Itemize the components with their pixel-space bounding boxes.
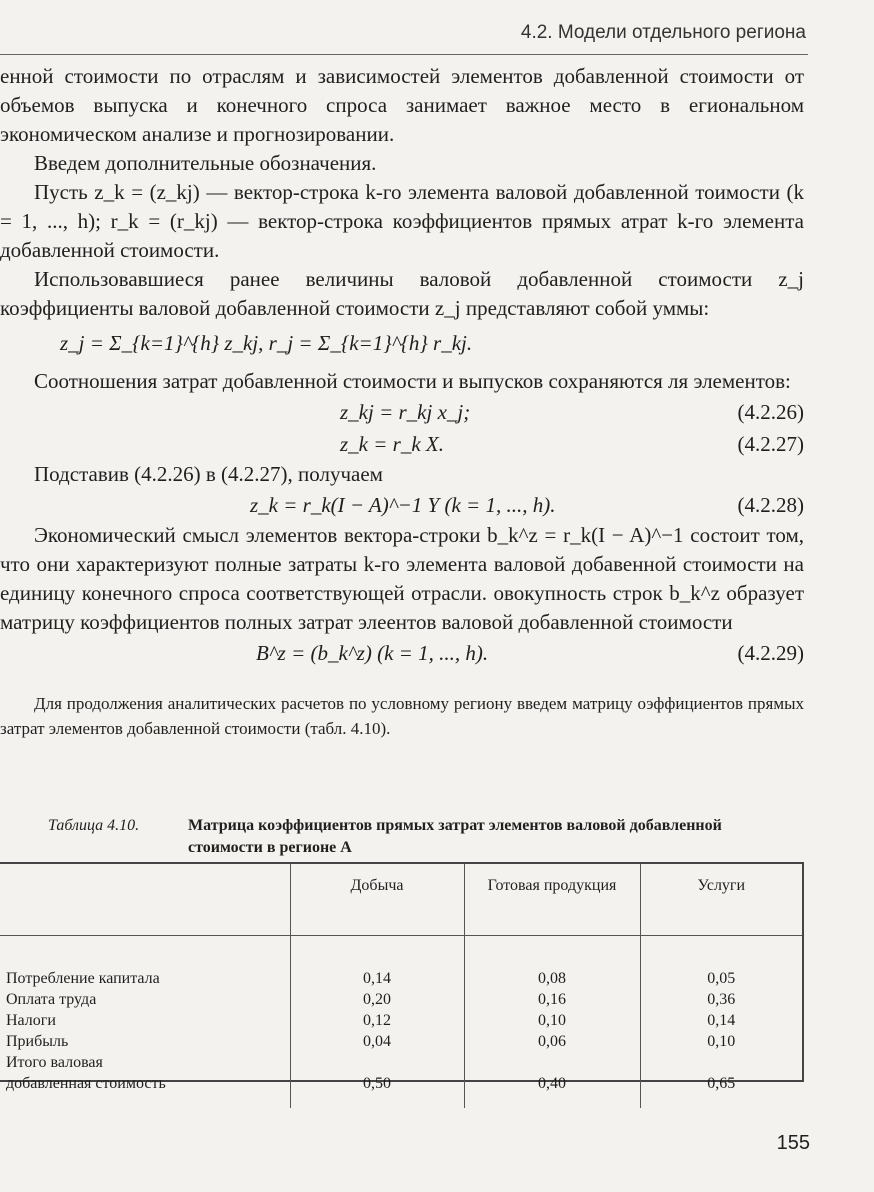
table-row: [0, 968, 802, 989]
column-header: Готовая продукция: [464, 864, 640, 936]
header-rule: [0, 54, 808, 55]
table-cell: 0,65: [640, 1073, 802, 1094]
equation-row: [0, 428, 804, 460]
paragraph: Экономический смысл элементов вектора-строки b_k^z = r_k(I − A)^−1 состоит том, что они характеризуют полные затраты k-го элемента валовой добавенной стоимости на единицу конечного спроса соответствующей отрасли. овокупность строк b_k^z образует матрицу коэффициентов полных затрат элеентов валовой добавленной стоимости: [0, 523, 804, 634]
table-caption: [48, 815, 748, 859]
coefficients-table: [0, 862, 804, 1092]
page-body: [0, 62, 804, 741]
equation-formula: B^z = (b_k^z) (k = 1, ..., h).: [256, 641, 489, 665]
table-cell: 0,14: [290, 968, 464, 989]
equation-row: [0, 637, 804, 669]
running-title: 4.2. Модели отдельного региона: [520, 22, 806, 43]
table-cell: 0,12: [290, 1010, 464, 1031]
table-cell: [640, 1052, 802, 1073]
row-label: Прибыль: [6, 1032, 69, 1050]
paragraph: Пусть z_k = (z_kj) — вектор-строка k-го элемента валовой добавленной тоимости (k = 1, ..., h); r_k = (r_kj) — вектор-строка коэффициентов прямых атрат k-го элемента добавленной стоимости.: [0, 180, 804, 262]
equation-formula: z_k = r_k X.: [340, 432, 444, 456]
row-label: Итого валовая: [6, 1053, 103, 1071]
equation-number: (4.2.27): [737, 432, 804, 456]
table-cell: 0,10: [640, 1031, 802, 1052]
equation-number: (4.2.26): [737, 400, 804, 424]
table-cell: [464, 1052, 640, 1073]
table-cell: 0,08: [464, 968, 640, 989]
paragraph: Для продолжения аналитических расчетов по условному региону введем матрицу оэффициентов прямых затрат элементов добавленной стоимости (табл. 4.10).: [0, 694, 804, 738]
table-cell: 0,40: [464, 1073, 640, 1094]
table-cell: [290, 1052, 464, 1073]
paragraph: Подставив (4.2.26) в (4.2.27), получаем: [34, 462, 383, 486]
paragraph: Соотношения затрат добавленной стоимости и выпусков сохраняются ля элементов:: [34, 369, 791, 393]
equation-number: (4.2.28): [737, 493, 804, 517]
table-row: [0, 1031, 802, 1052]
column-header: Добыча: [290, 864, 464, 936]
table-row: [0, 989, 802, 1010]
table-row: [0, 1052, 802, 1073]
table-cell: 0,10: [464, 1010, 640, 1031]
column-header: Услуги: [640, 864, 802, 936]
table-cell: 0,05: [640, 968, 802, 989]
table-cell: 0,04: [290, 1031, 464, 1052]
table-cell: 0,36: [640, 989, 802, 1010]
table-cell: 0,16: [464, 989, 640, 1010]
table-title: Матрица коэффициентов прямых затрат элементов валовой добавленной стоимости в регионе A: [188, 817, 722, 856]
formula-inline: z_j = Σ_{k=1}^{h} z_kj, r_j = Σ_{k=1}^{h} r_kj.: [60, 331, 473, 355]
row-label: Потребление капитала: [6, 969, 160, 987]
equation-number: (4.2.29): [737, 641, 804, 665]
table-label: Таблица 4.10.: [48, 817, 140, 834]
equation-formula: z_k = r_k(I − A)^−1 Y (k = 1, ..., h).: [250, 493, 556, 517]
table-row: [0, 1010, 802, 1031]
table-cell: 0,20: [290, 989, 464, 1010]
equation-row: [0, 489, 804, 521]
row-label: Налоги: [6, 1011, 56, 1029]
paragraph: Введем дополнительные обозначения.: [34, 151, 377, 175]
row-label: Оплата труда: [6, 990, 97, 1008]
equation-formula: z_kj = r_kj x_j;: [340, 400, 471, 424]
paragraph: енной стоимости по отраслям и зависимостей элементов добавленной стоимости от объемов выпуска и конечного спроса занимает важное место в егиональном экономическом анализе и прогнозировании.: [0, 64, 804, 146]
row-label: добавленная стоимость: [6, 1074, 166, 1092]
table-row: [0, 1073, 802, 1094]
table-cell: 0,50: [290, 1073, 464, 1094]
note-block: [0, 691, 804, 741]
table-cell: 0,06: [464, 1031, 640, 1052]
equation-row: [0, 396, 804, 428]
table-cell: 0,14: [640, 1010, 802, 1031]
page-number: 155: [776, 1132, 810, 1154]
paragraph: Использовавшиеся ранее величины валовой добавленной стоимости z_j коэффициенты валовой добавленной стоимости z_j представляют собой уммы:: [0, 267, 804, 320]
table-corner: [0, 864, 290, 936]
